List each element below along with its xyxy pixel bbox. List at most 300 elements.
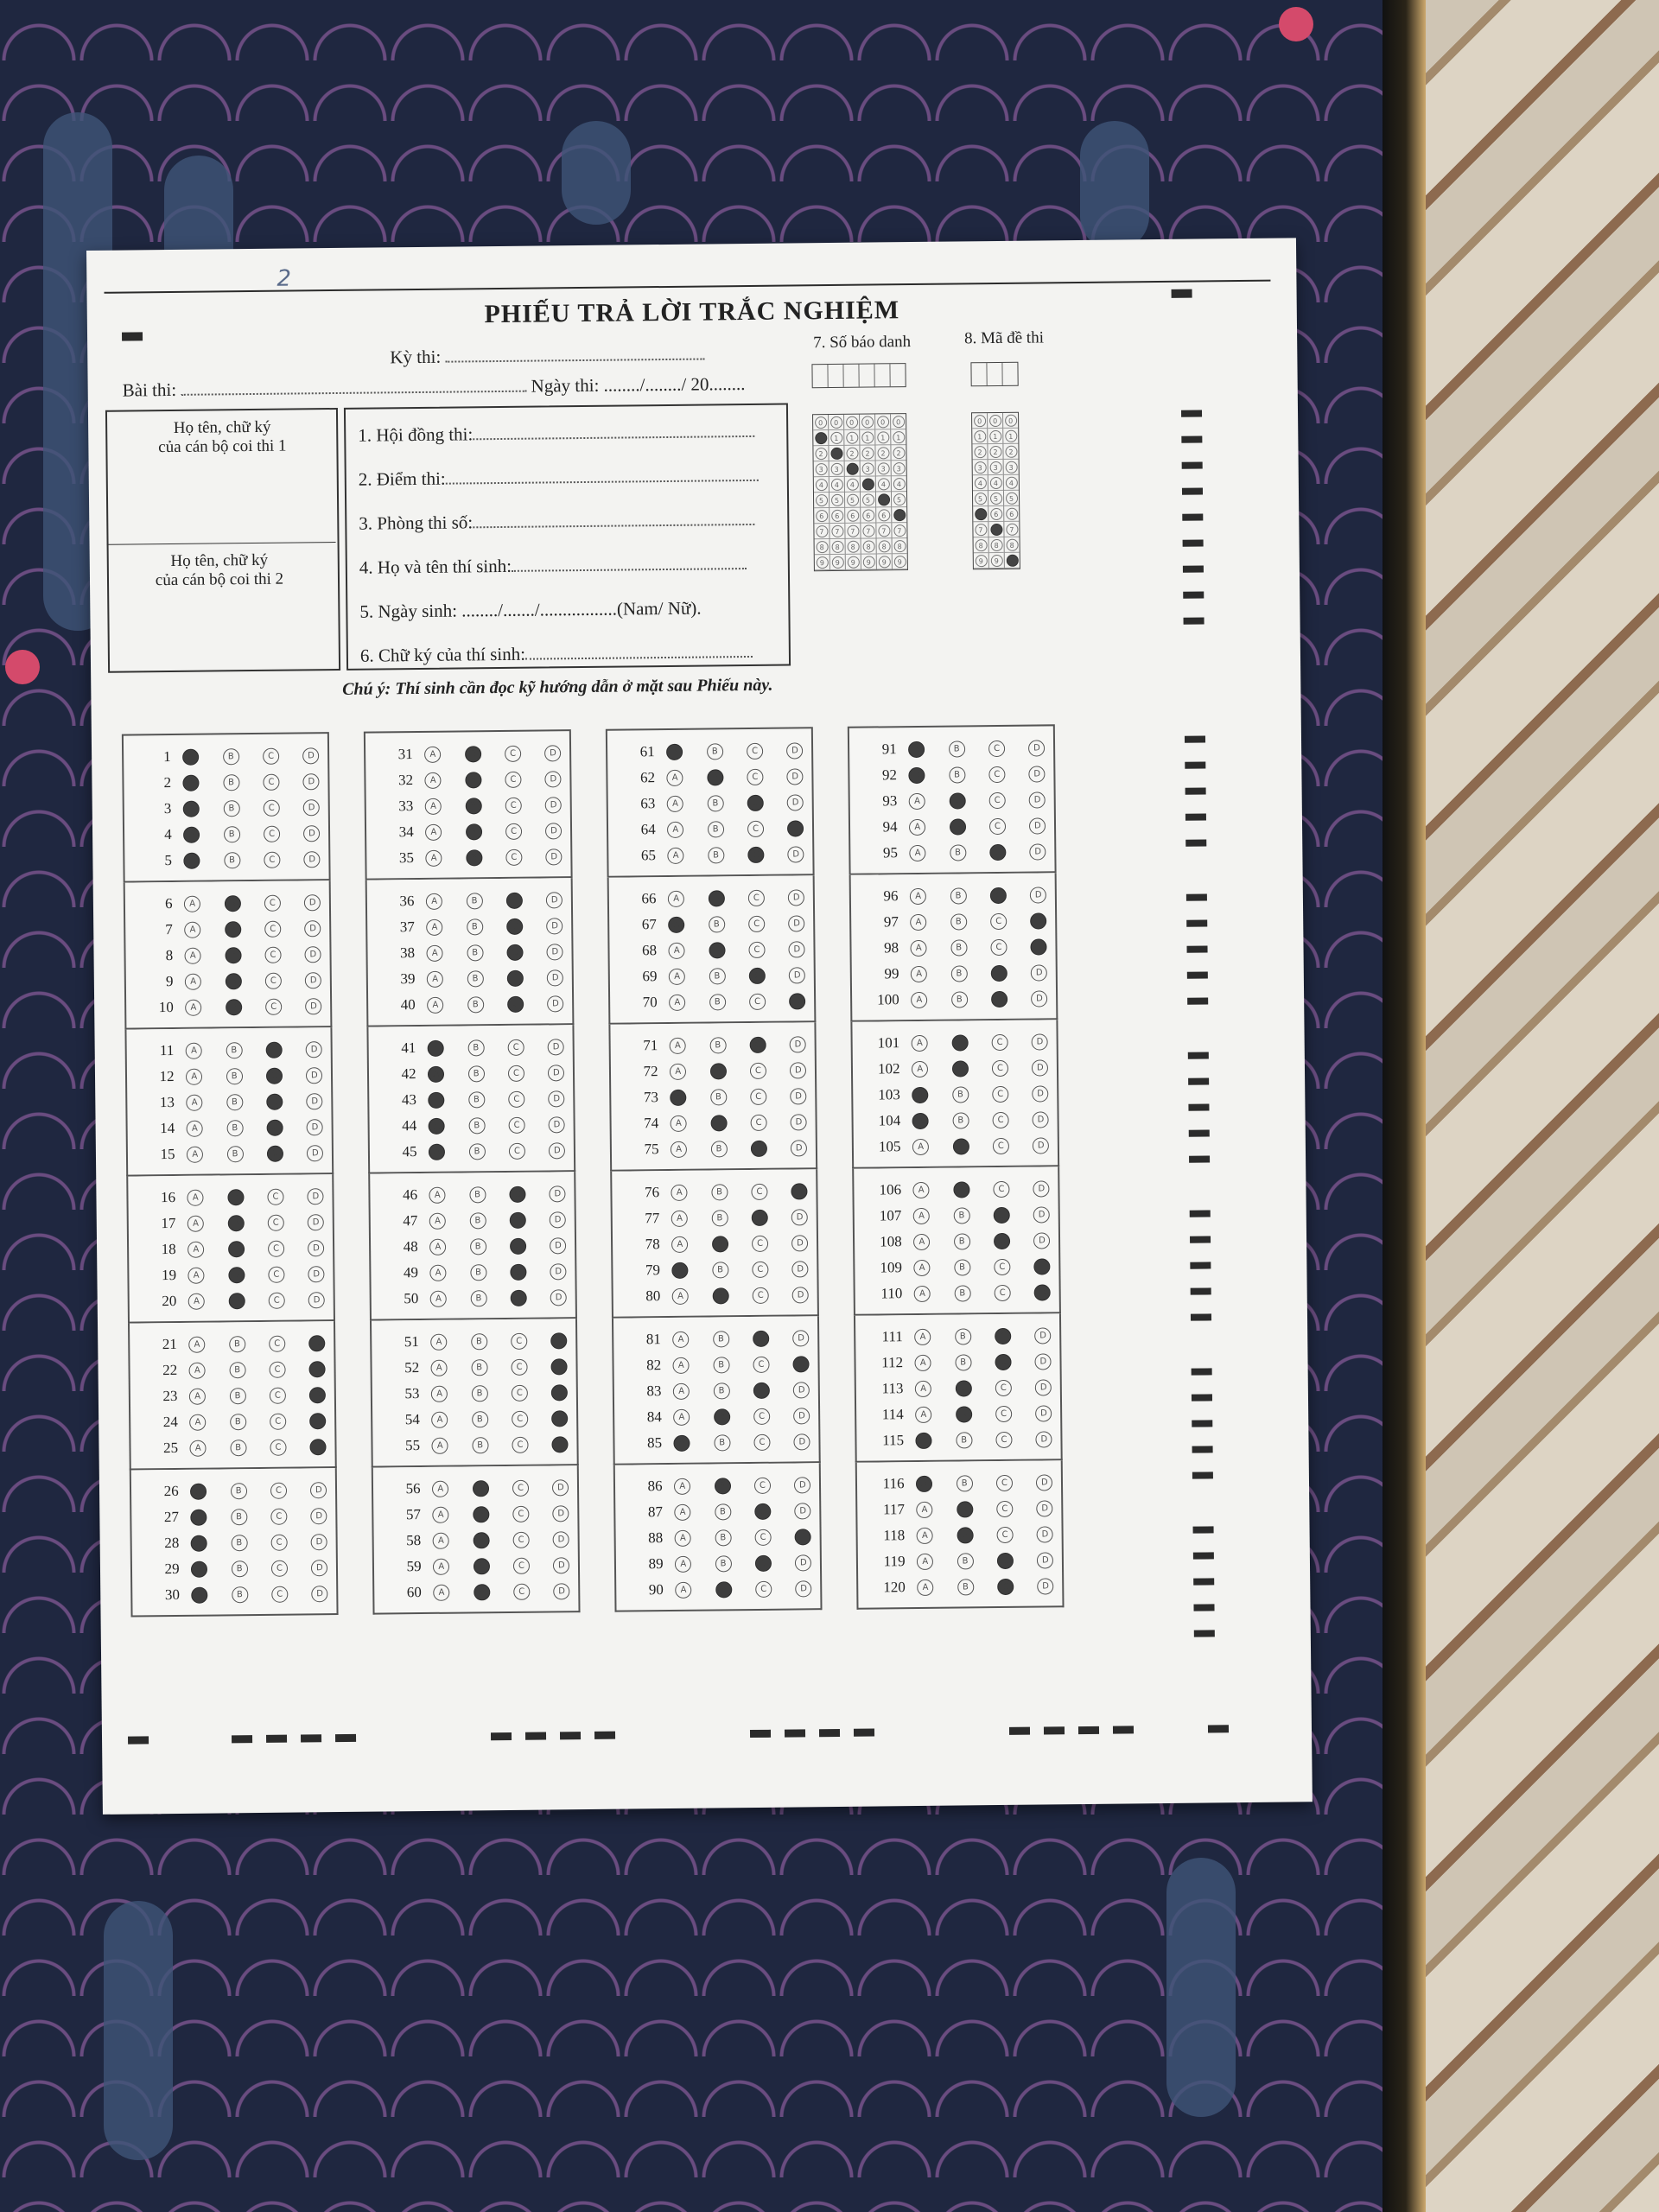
option-bubble-b[interactable]: B — [713, 1331, 729, 1347]
option-bubble-d[interactable]: D — [789, 967, 805, 983]
option-bubble-a[interactable]: A — [675, 1555, 691, 1572]
option-bubble-b[interactable]: B — [709, 994, 726, 1010]
option-bubble-a[interactable]: A — [426, 918, 442, 935]
option-bubble-b[interactable]: B — [950, 844, 966, 861]
option-bubble-a[interactable]: A — [669, 942, 685, 958]
option-bubble-c[interactable]: C — [747, 820, 764, 836]
option-bubble-c[interactable]: C — [508, 1065, 524, 1081]
option-bubble-b[interactable]: B — [956, 1432, 972, 1448]
option-bubble-c[interactable]: C — [264, 920, 281, 937]
option-bubble-c[interactable]: C — [512, 1479, 529, 1496]
option-bubble-c[interactable]: C — [748, 941, 765, 957]
option-bubble-b[interactable]: B — [229, 1362, 245, 1378]
option-bubble-b[interactable]: B — [231, 1535, 247, 1551]
option-bubble-d[interactable]: D — [302, 747, 319, 764]
option-bubble-a[interactable]: A — [668, 890, 684, 906]
option-bubble-d[interactable]: D — [307, 1093, 323, 1109]
option-bubble-c[interactable]: C — [271, 1586, 288, 1602]
digit-bubble[interactable]: 0 — [989, 414, 1001, 426]
option-bubble-b[interactable]: B — [465, 772, 481, 788]
option-bubble-a[interactable]: A — [671, 1210, 688, 1226]
option-bubble-c[interactable]: C — [990, 938, 1007, 955]
option-bubble-d[interactable]: D — [311, 1560, 327, 1576]
option-bubble-b[interactable]: B — [707, 795, 723, 811]
option-bubble-a[interactable]: A — [672, 1331, 689, 1347]
option-bubble-c[interactable]: C — [271, 1560, 288, 1576]
option-bubble-a[interactable]: A — [189, 1388, 206, 1404]
option-bubble-a[interactable]: A — [915, 1406, 931, 1422]
option-bubble-d[interactable]: D — [787, 820, 804, 836]
digit-bubble[interactable]: 0 — [815, 416, 827, 429]
option-bubble-c[interactable]: C — [266, 1067, 283, 1084]
option-bubble-b[interactable]: B — [710, 1063, 727, 1079]
option-bubble-a[interactable]: A — [675, 1529, 691, 1546]
digit-bubble[interactable]: 3 — [861, 462, 874, 474]
option-bubble-d[interactable]: D — [551, 1384, 568, 1401]
option-bubble-c[interactable]: C — [269, 1335, 285, 1351]
option-bubble-d[interactable]: D — [552, 1436, 569, 1452]
option-bubble-b[interactable]: B — [468, 1117, 485, 1134]
digit-bubble[interactable]: 4 — [974, 477, 986, 489]
option-bubble-d[interactable]: D — [309, 1361, 326, 1377]
option-bubble-d[interactable]: D — [791, 1088, 807, 1104]
option-bubble-b[interactable]: B — [466, 823, 482, 840]
digit-bubble[interactable]: 1 — [1005, 429, 1017, 442]
option-bubble-b[interactable]: B — [223, 800, 239, 817]
digit-bubble[interactable]: 1 — [846, 431, 858, 443]
option-bubble-c[interactable]: C — [513, 1531, 530, 1548]
option-bubble-a[interactable]: A — [912, 1034, 928, 1051]
digit-bubble[interactable]: 9 — [893, 556, 906, 568]
option-bubble-c[interactable]: C — [751, 1140, 767, 1156]
option-bubble-b[interactable]: B — [226, 1068, 243, 1084]
option-bubble-d[interactable]: D — [792, 1261, 809, 1277]
option-bubble-a[interactable]: A — [185, 947, 201, 963]
option-bubble-c[interactable]: C — [996, 1474, 1013, 1491]
option-bubble-b[interactable]: B — [473, 1506, 489, 1522]
option-bubble-a[interactable]: A — [671, 1184, 688, 1200]
option-bubble-a[interactable]: A — [666, 743, 683, 760]
option-bubble-c[interactable]: C — [750, 1062, 766, 1078]
option-bubble-d[interactable]: D — [793, 1356, 810, 1372]
option-bubble-d[interactable]: D — [1031, 990, 1047, 1007]
option-bubble-b[interactable]: B — [470, 1290, 486, 1306]
digit-bubble[interactable]: 7 — [816, 525, 828, 537]
option-bubble-a[interactable]: A — [910, 913, 926, 930]
option-bubble-b[interactable]: B — [950, 913, 967, 930]
option-bubble-b[interactable]: B — [470, 1238, 486, 1255]
option-bubble-b[interactable]: B — [227, 1215, 244, 1231]
digit-bubble[interactable]: 4 — [846, 478, 858, 490]
option-bubble-d[interactable]: D — [547, 969, 563, 986]
option-bubble-c[interactable]: C — [755, 1554, 772, 1571]
option-bubble-c[interactable]: C — [264, 946, 281, 963]
option-bubble-d[interactable]: D — [310, 1482, 327, 1498]
option-bubble-d[interactable]: D — [793, 1408, 810, 1424]
option-bubble-c[interactable]: C — [997, 1578, 1014, 1594]
option-bubble-b[interactable]: B — [951, 1060, 968, 1077]
option-bubble-c[interactable]: C — [750, 1114, 766, 1130]
option-bubble-b[interactable]: B — [232, 1586, 248, 1603]
option-bubble-d[interactable]: D — [1030, 912, 1046, 929]
option-bubble-b[interactable]: B — [231, 1483, 247, 1499]
option-bubble-c[interactable]: C — [992, 1085, 1008, 1102]
option-bubble-c[interactable]: C — [271, 1534, 288, 1550]
option-bubble-a[interactable]: A — [427, 944, 443, 961]
option-bubble-a[interactable]: A — [425, 823, 442, 840]
option-bubble-c[interactable]: C — [505, 823, 522, 839]
option-bubble-c[interactable]: C — [506, 918, 523, 934]
option-bubble-d[interactable]: D — [791, 1114, 807, 1130]
option-bubble-c[interactable]: C — [992, 1111, 1008, 1128]
digit-bubble[interactable]: 4 — [861, 478, 874, 490]
option-bubble-d[interactable]: D — [304, 894, 321, 911]
option-bubble-c[interactable]: C — [270, 1508, 287, 1524]
option-bubble-b[interactable]: B — [709, 916, 725, 932]
option-bubble-c[interactable]: C — [996, 1500, 1013, 1516]
option-bubble-c[interactable]: C — [994, 1232, 1010, 1249]
option-bubble-a[interactable]: A — [191, 1586, 207, 1603]
option-bubble-a[interactable]: A — [916, 1501, 932, 1517]
option-bubble-d[interactable]: D — [791, 1235, 808, 1251]
option-bubble-a[interactable]: A — [916, 1432, 932, 1448]
option-bubble-d[interactable]: D — [1035, 1405, 1052, 1421]
option-bubble-d[interactable]: D — [792, 1287, 809, 1303]
digit-bubble[interactable]: 7 — [847, 524, 859, 537]
option-bubble-d[interactable]: D — [553, 1505, 569, 1522]
option-bubble-a[interactable]: A — [433, 1584, 449, 1600]
option-bubble-d[interactable]: D — [550, 1332, 567, 1349]
digit-bubble[interactable]: 7 — [831, 524, 843, 537]
option-bubble-d[interactable]: D — [548, 1065, 564, 1081]
option-bubble-d[interactable]: D — [546, 918, 563, 934]
option-bubble-a[interactable]: A — [908, 741, 925, 757]
option-bubble-c[interactable]: C — [995, 1284, 1011, 1300]
option-bubble-d[interactable]: D — [1033, 1206, 1050, 1223]
option-bubble-d[interactable]: D — [308, 1266, 325, 1282]
option-bubble-b[interactable]: B — [954, 1285, 970, 1301]
option-bubble-b[interactable]: B — [467, 918, 483, 935]
option-bubble-c[interactable]: C — [993, 1180, 1009, 1197]
option-bubble-c[interactable]: C — [995, 1379, 1012, 1395]
option-bubble-c[interactable]: C — [752, 1235, 768, 1251]
option-bubble-a[interactable]: A — [191, 1509, 207, 1525]
option-bubble-c[interactable]: C — [509, 1185, 525, 1202]
option-bubble-a[interactable]: A — [182, 748, 199, 765]
option-bubble-c[interactable]: C — [995, 1327, 1011, 1344]
option-bubble-b[interactable]: B — [471, 1333, 487, 1350]
digit-bubble[interactable]: 2 — [893, 447, 905, 459]
digit-bubble[interactable]: 6 — [831, 509, 843, 521]
option-bubble-d[interactable]: D — [308, 1188, 324, 1205]
option-bubble-d[interactable]: D — [306, 1041, 322, 1058]
digit-bubble[interactable]: 8 — [878, 540, 890, 552]
option-bubble-b[interactable]: B — [710, 1141, 727, 1157]
option-bubble-a[interactable]: A — [916, 1475, 932, 1491]
option-bubble-b[interactable]: B — [231, 1509, 247, 1525]
digit-bubble[interactable]: 5 — [974, 493, 986, 505]
option-bubble-d[interactable]: D — [795, 1529, 811, 1545]
option-bubble-d[interactable]: D — [550, 1185, 566, 1202]
option-bubble-b[interactable]: B — [228, 1293, 245, 1309]
option-bubble-d[interactable]: D — [1028, 740, 1045, 756]
option-bubble-a[interactable]: A — [184, 895, 200, 912]
option-bubble-c[interactable]: C — [753, 1382, 770, 1398]
option-bubble-b[interactable]: B — [956, 1406, 972, 1422]
option-bubble-c[interactable]: C — [754, 1503, 771, 1519]
option-bubble-a[interactable]: A — [431, 1411, 448, 1427]
option-bubble-d[interactable]: D — [1036, 1474, 1052, 1491]
option-bubble-d[interactable]: D — [550, 1289, 567, 1306]
option-bubble-c[interactable]: C — [509, 1116, 525, 1133]
option-bubble-d[interactable]: D — [546, 849, 563, 865]
option-bubble-c[interactable]: C — [991, 990, 1007, 1007]
option-bubble-d[interactable]: D — [550, 1237, 566, 1254]
digit-bubble[interactable]: 5 — [1005, 492, 1017, 504]
option-bubble-c[interactable]: C — [989, 843, 1006, 860]
option-bubble-c[interactable]: C — [267, 1188, 283, 1205]
option-bubble-c[interactable]: C — [264, 825, 280, 842]
option-bubble-a[interactable]: A — [674, 1478, 690, 1494]
option-bubble-a[interactable]: A — [671, 1115, 687, 1131]
digit-bubble[interactable]: 6 — [862, 509, 874, 521]
option-bubble-c[interactable]: C — [748, 889, 765, 906]
option-bubble-c[interactable]: C — [749, 967, 766, 983]
digit-bubble[interactable]: 6 — [816, 510, 828, 522]
option-bubble-a[interactable]: A — [425, 772, 442, 788]
digit-bubble[interactable]: 5 — [846, 493, 858, 505]
option-bubble-c[interactable]: C — [269, 1292, 285, 1308]
option-bubble-c[interactable]: C — [267, 1119, 283, 1135]
option-bubble-b[interactable]: B — [713, 1382, 729, 1399]
option-bubble-b[interactable]: B — [957, 1501, 973, 1517]
digit-bubble[interactable]: 7 — [878, 524, 890, 537]
digit-bubble[interactable]: 3 — [877, 462, 889, 474]
option-bubble-a[interactable]: A — [185, 973, 201, 989]
option-bubble-c[interactable]: C — [505, 849, 522, 865]
option-bubble-d[interactable]: D — [305, 998, 321, 1014]
option-bubble-b[interactable]: B — [957, 1475, 973, 1491]
option-bubble-a[interactable]: A — [187, 1120, 203, 1136]
digit-bubble[interactable]: 8 — [1006, 538, 1018, 550]
option-bubble-c[interactable]: C — [747, 846, 764, 862]
option-bubble-b[interactable]: B — [469, 1212, 486, 1229]
option-bubble-c[interactable]: C — [752, 1261, 768, 1277]
option-bubble-c[interactable]: C — [513, 1583, 530, 1599]
option-bubble-c[interactable]: C — [268, 1214, 284, 1230]
option-bubble-a[interactable]: A — [431, 1385, 448, 1402]
option-bubble-d[interactable]: D — [549, 1116, 565, 1133]
option-bubble-b[interactable]: B — [709, 942, 725, 958]
option-bubble-b[interactable]: B — [467, 970, 483, 987]
option-bubble-b[interactable]: B — [229, 1336, 245, 1352]
digit-bubble[interactable]: 8 — [831, 540, 843, 552]
option-bubble-d[interactable]: D — [1035, 1353, 1052, 1370]
option-bubble-a[interactable]: A — [427, 996, 443, 1013]
option-bubble-a[interactable]: A — [185, 999, 201, 1015]
option-bubble-c[interactable]: C — [752, 1209, 768, 1225]
option-bubble-d[interactable]: D — [1032, 1033, 1048, 1050]
option-bubble-c[interactable]: C — [512, 1505, 529, 1522]
option-bubble-d[interactable]: D — [789, 993, 805, 1009]
option-bubble-d[interactable]: D — [549, 1142, 565, 1159]
option-bubble-d[interactable]: D — [309, 1413, 326, 1429]
option-bubble-c[interactable]: C — [268, 1266, 284, 1282]
digit-bubble[interactable]: 4 — [815, 479, 827, 491]
option-bubble-d[interactable]: D — [305, 946, 321, 963]
option-bubble-d[interactable]: D — [553, 1531, 569, 1548]
option-bubble-c[interactable]: C — [753, 1287, 769, 1303]
option-bubble-c[interactable]: C — [265, 972, 282, 988]
option-bubble-a[interactable]: A — [914, 1285, 931, 1301]
option-bubble-d[interactable]: D — [791, 1183, 808, 1199]
digit-bubble[interactable]: 4 — [877, 478, 889, 490]
option-bubble-a[interactable]: A — [668, 847, 684, 863]
option-bubble-d[interactable]: D — [794, 1477, 810, 1493]
option-bubble-a[interactable]: A — [425, 798, 442, 814]
option-bubble-a[interactable]: A — [431, 1359, 448, 1376]
digit-bubble[interactable]: 6 — [878, 509, 890, 521]
option-bubble-a[interactable]: A — [186, 1068, 202, 1084]
option-bubble-b[interactable]: B — [714, 1408, 730, 1425]
digit-bubble[interactable]: 0 — [861, 416, 874, 428]
option-bubble-c[interactable]: C — [995, 1353, 1011, 1370]
digit-bubble[interactable]: 2 — [830, 447, 842, 459]
option-bubble-a[interactable]: A — [433, 1506, 449, 1522]
option-bubble-a[interactable]: A — [670, 1063, 686, 1079]
option-bubble-b[interactable]: B — [715, 1529, 731, 1546]
option-bubble-d[interactable]: D — [788, 846, 804, 862]
digit-bubble[interactable]: 6 — [1006, 507, 1018, 519]
option-bubble-b[interactable]: B — [465, 746, 481, 762]
option-bubble-a[interactable]: A — [429, 1212, 446, 1229]
option-bubble-d[interactable]: D — [790, 1036, 806, 1052]
option-bubble-c[interactable]: C — [511, 1289, 527, 1306]
option-bubble-b[interactable]: B — [472, 1411, 488, 1427]
option-bubble-b[interactable]: B — [950, 939, 967, 956]
digit-bubble[interactable]: 1 — [989, 429, 1001, 442]
option-bubble-d[interactable]: D — [307, 1145, 323, 1161]
option-bubble-b[interactable]: B — [467, 996, 484, 1013]
option-bubble-b[interactable]: B — [709, 1037, 726, 1053]
option-bubble-d[interactable]: D — [308, 1214, 324, 1230]
option-bubble-b[interactable]: B — [708, 890, 724, 906]
option-bubble-b[interactable]: B — [466, 893, 482, 909]
option-bubble-a[interactable]: A — [669, 994, 685, 1010]
option-bubble-c[interactable]: C — [508, 1090, 524, 1107]
option-bubble-a[interactable]: A — [432, 1437, 448, 1453]
option-bubble-d[interactable]: D — [551, 1410, 568, 1427]
digit-bubble[interactable]: 9 — [1006, 554, 1018, 566]
digit-bubble[interactable]: 9 — [831, 556, 843, 568]
option-bubble-b[interactable]: B — [225, 973, 241, 989]
option-bubble-a[interactable]: A — [911, 991, 927, 1007]
option-bubble-b[interactable]: B — [228, 1267, 245, 1283]
option-bubble-b[interactable]: B — [232, 1560, 248, 1577]
digit-bubble[interactable]: 3 — [989, 461, 1001, 473]
option-bubble-d[interactable]: D — [792, 1330, 809, 1346]
option-bubble-c[interactable]: C — [512, 1410, 528, 1427]
option-bubble-b[interactable]: B — [952, 1112, 969, 1128]
digit-bubble[interactable]: 3 — [846, 462, 858, 474]
option-bubble-a[interactable]: A — [186, 1042, 202, 1058]
option-bubble-b[interactable]: B — [472, 1437, 488, 1453]
option-bubble-c[interactable]: C — [270, 1482, 287, 1498]
option-bubble-c[interactable]: C — [753, 1330, 769, 1346]
option-bubble-a[interactable]: A — [191, 1560, 207, 1577]
option-bubble-c[interactable]: C — [264, 894, 281, 911]
option-bubble-c[interactable]: C — [510, 1211, 526, 1228]
digit-bubble[interactable]: 7 — [990, 523, 1002, 535]
digit-bubble[interactable]: 9 — [878, 556, 890, 568]
option-bubble-a[interactable]: A — [910, 887, 926, 904]
option-bubble-b[interactable]: B — [712, 1236, 728, 1252]
option-bubble-a[interactable]: A — [428, 1065, 444, 1082]
option-bubble-d[interactable]: D — [1031, 938, 1047, 955]
option-bubble-a[interactable]: A — [667, 769, 683, 785]
option-bubble-c[interactable]: C — [270, 1413, 286, 1429]
option-bubble-c[interactable]: C — [509, 1142, 525, 1159]
option-bubble-b[interactable]: B — [953, 1181, 969, 1198]
option-bubble-c[interactable]: C — [747, 742, 763, 759]
option-bubble-d[interactable]: D — [786, 742, 803, 759]
digit-bubble[interactable]: 5 — [877, 493, 889, 505]
digit-bubble[interactable]: 1 — [877, 431, 889, 443]
digit-bubble[interactable]: 8 — [893, 540, 906, 552]
option-bubble-a[interactable]: A — [424, 746, 441, 762]
digit-bubble[interactable]: 2 — [815, 448, 827, 460]
option-bubble-a[interactable]: A — [917, 1579, 933, 1595]
option-bubble-a[interactable]: A — [911, 965, 927, 982]
option-bubble-d[interactable]: D — [311, 1508, 327, 1524]
option-bubble-a[interactable]: A — [432, 1480, 448, 1497]
digit-bubble[interactable]: 9 — [862, 556, 874, 568]
digit-bubble[interactable]: 5 — [815, 494, 827, 506]
option-bubble-a[interactable]: A — [912, 1086, 928, 1103]
option-bubble-d[interactable]: D — [549, 1090, 565, 1107]
option-bubble-a[interactable]: A — [674, 1503, 690, 1520]
option-bubble-a[interactable]: A — [672, 1287, 689, 1304]
digit-bubble[interactable]: 2 — [877, 447, 889, 459]
digit-bubble[interactable]: 5 — [989, 492, 1001, 504]
option-bubble-d[interactable]: D — [304, 851, 321, 868]
option-bubble-d[interactable]: D — [1029, 817, 1046, 834]
option-bubble-d[interactable]: D — [554, 1583, 570, 1599]
option-bubble-d[interactable]: D — [306, 1067, 322, 1084]
option-bubble-a[interactable]: A — [915, 1354, 931, 1370]
option-bubble-b[interactable]: B — [712, 1262, 728, 1278]
option-bubble-a[interactable]: A — [667, 821, 683, 837]
option-bubble-b[interactable]: B — [223, 748, 239, 765]
option-bubble-d[interactable]: D — [1034, 1327, 1051, 1344]
option-bubble-c[interactable]: C — [266, 1093, 283, 1109]
option-bubble-a[interactable]: A — [183, 826, 200, 842]
option-bubble-b[interactable]: B — [226, 1146, 243, 1162]
option-bubble-d[interactable]: D — [1037, 1500, 1053, 1516]
option-bubble-b[interactable]: B — [712, 1287, 728, 1304]
digit-bubble[interactable]: 0 — [877, 416, 889, 428]
digit-bubble[interactable]: 0 — [1005, 414, 1017, 426]
option-bubble-d[interactable]: D — [1037, 1578, 1053, 1594]
digit-bubble[interactable]: 8 — [862, 540, 874, 552]
digit-bubble[interactable]: 3 — [815, 463, 827, 475]
option-bubble-b[interactable]: B — [468, 1091, 485, 1108]
option-bubble-d[interactable]: D — [310, 1439, 327, 1455]
option-bubble-d[interactable]: D — [308, 1240, 324, 1256]
option-bubble-d[interactable]: D — [1029, 791, 1046, 808]
option-bubble-a[interactable]: A — [430, 1264, 447, 1281]
digit-bubble[interactable]: 6 — [975, 508, 987, 520]
